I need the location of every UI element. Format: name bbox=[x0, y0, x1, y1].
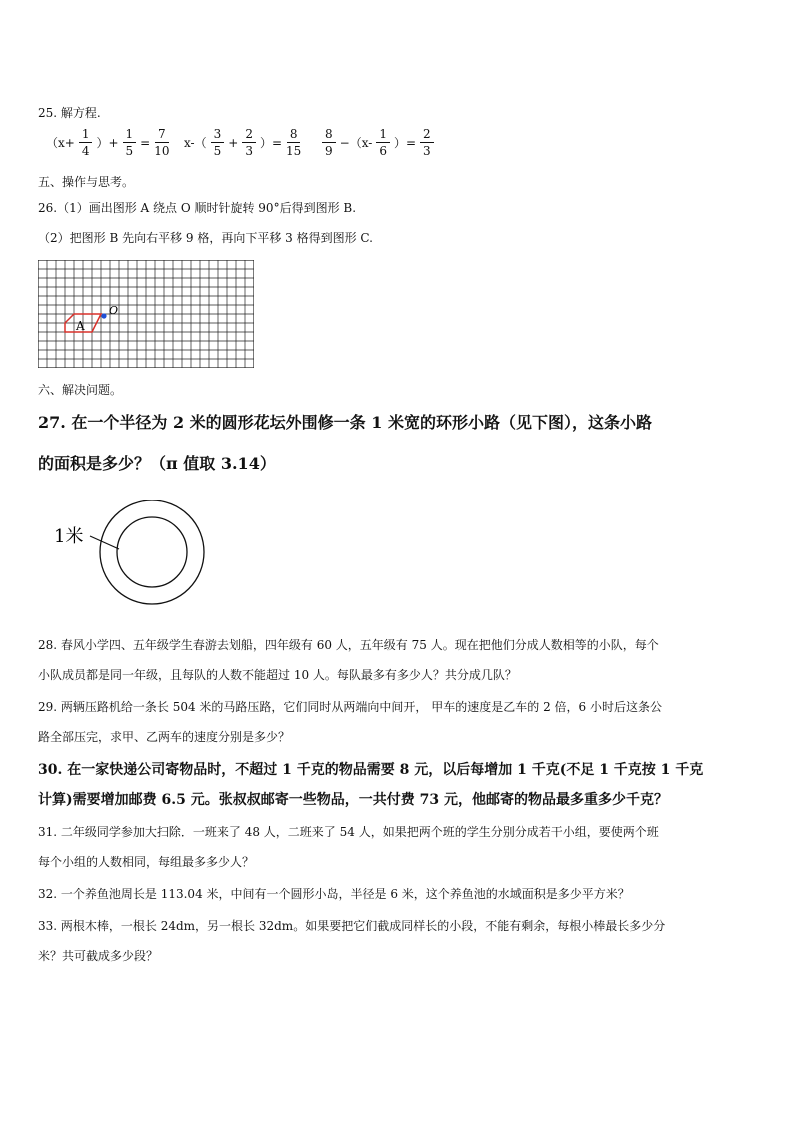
eq1-fraction-2: $\frac{1}{5}$ bbox=[123, 128, 137, 157]
q31-line-1: 31. 二年级同学参加大扫除．一班来了 48 人，二班来了 54 人，如果把两个班的学生分别分成若干小组，要使两个班 bbox=[38, 825, 659, 839]
eq1-mid: ）+ bbox=[96, 136, 119, 150]
point-o bbox=[101, 313, 106, 318]
eq2-fraction-2: $\frac{2}{3}$ bbox=[242, 128, 256, 157]
grid-svg bbox=[38, 260, 254, 368]
q29-line-1: 29. 两辆压路机给一条长 504 米的马路压路，它们同时从两端向中间开， 甲车的速度是乙车的 2 倍，6 小时后这条公 bbox=[38, 700, 662, 714]
equation-1 bbox=[44, 128, 172, 157]
q31-line-2: 每个小组的人数相同，每组最多多少人？ bbox=[38, 855, 255, 869]
ring-label-pointer bbox=[90, 536, 119, 549]
eq3-fraction-3: $\frac{2}{3}$ bbox=[420, 128, 434, 157]
eq1-equals: = bbox=[140, 135, 151, 150]
eq2-fraction-3: $\frac{8}{15}$ bbox=[286, 127, 302, 158]
label-a: A bbox=[76, 319, 85, 333]
q28-line-1: 28. 春风小学四、五年级学生春游去划船，四年级有 60 人，五年级有 75 人。现在把他们分成人数相等的小队，每个 bbox=[38, 638, 659, 652]
q27-line-1: 27. 在一个半径为 2 米的圆形花坛外围修一条 1 米宽的环形小路（见下图），这条小路 bbox=[38, 413, 652, 432]
eq1-fraction-1: $\frac{1}{4}$ bbox=[79, 128, 93, 157]
grid-figure bbox=[38, 260, 254, 368]
ring-figure bbox=[52, 500, 222, 620]
section-5-heading: 五、操作与思考。 bbox=[38, 175, 135, 189]
eq2-plus: + bbox=[228, 135, 239, 150]
ring-svg bbox=[52, 500, 222, 620]
q33-line-2: 米？共可截成多少段？ bbox=[38, 949, 159, 963]
eq2-fraction-1: $\frac{3}{5}$ bbox=[211, 128, 225, 157]
q33-line-1: 33. 两根木棒，一根长 24dm，另一根长 32dm。如果要把它们截成同样长的小段，不能有剩余，每根小棒最长多少分 bbox=[38, 919, 666, 933]
q29-line-2: 路全部压完，求甲、乙两车的速度分别是多少？ bbox=[38, 730, 291, 744]
eq2-prefix: x-（ bbox=[184, 136, 207, 150]
grid-lines bbox=[38, 260, 254, 368]
eq3-fraction-1: $\frac{8}{9}$ bbox=[322, 128, 336, 157]
eq1-prefix: （x+ bbox=[46, 136, 75, 150]
equation-3 bbox=[320, 128, 436, 157]
q28-line-2: 小队成员都是同一年级，且每队的人数不能超过 10 人。每队最多有多少人？共分成几队？ bbox=[38, 668, 517, 682]
q30-line-2: 计算)需要增加邮费 6.5 元。张叔叔邮寄一些物品，一共付费 73 元，他邮寄的物品最多重多少千克？ bbox=[38, 792, 668, 808]
q30-line-1: 30. 在一家快递公司寄物品时，不超过 1 千克的物品需要 8 元，以后每增加 1 千克(不足 1 千克按 1 千克 bbox=[38, 762, 704, 778]
eq3-minus: −（x- bbox=[339, 136, 373, 150]
inner-circle bbox=[117, 517, 187, 587]
label-o: O bbox=[109, 304, 119, 317]
outer-circle bbox=[100, 500, 204, 604]
q27-line-2: 的面积是多少？（π 值取 3.14） bbox=[38, 454, 276, 473]
eq3-post: ）= bbox=[393, 136, 417, 150]
q32-line-1: 32. 一个养鱼池周长是 113.04 米，中间有一个圆形小岛，半径是 6 米，这个养鱼池的水域面积是多少平方米？ bbox=[38, 887, 630, 901]
q26-line-2: （2）把图形 B 先向右平移 9 格，再向下平移 3 格得到图形 C. bbox=[38, 231, 373, 245]
section-6-heading: 六、解决问题。 bbox=[38, 383, 123, 397]
eq2-post: ）= bbox=[259, 136, 283, 150]
q25-label: 25. 解方程. bbox=[38, 106, 101, 120]
eq1-fraction-3: $\frac{7}{10}$ bbox=[154, 127, 170, 158]
eq3-fraction-2: $\frac{1}{6}$ bbox=[376, 128, 390, 157]
ring-label: 1米 bbox=[54, 526, 84, 547]
equation-2 bbox=[182, 128, 303, 157]
q26-line-1: 26.（1）画出图形 A 绕点 O 顺时针旋转 90°后得到图形 B. bbox=[38, 201, 357, 215]
